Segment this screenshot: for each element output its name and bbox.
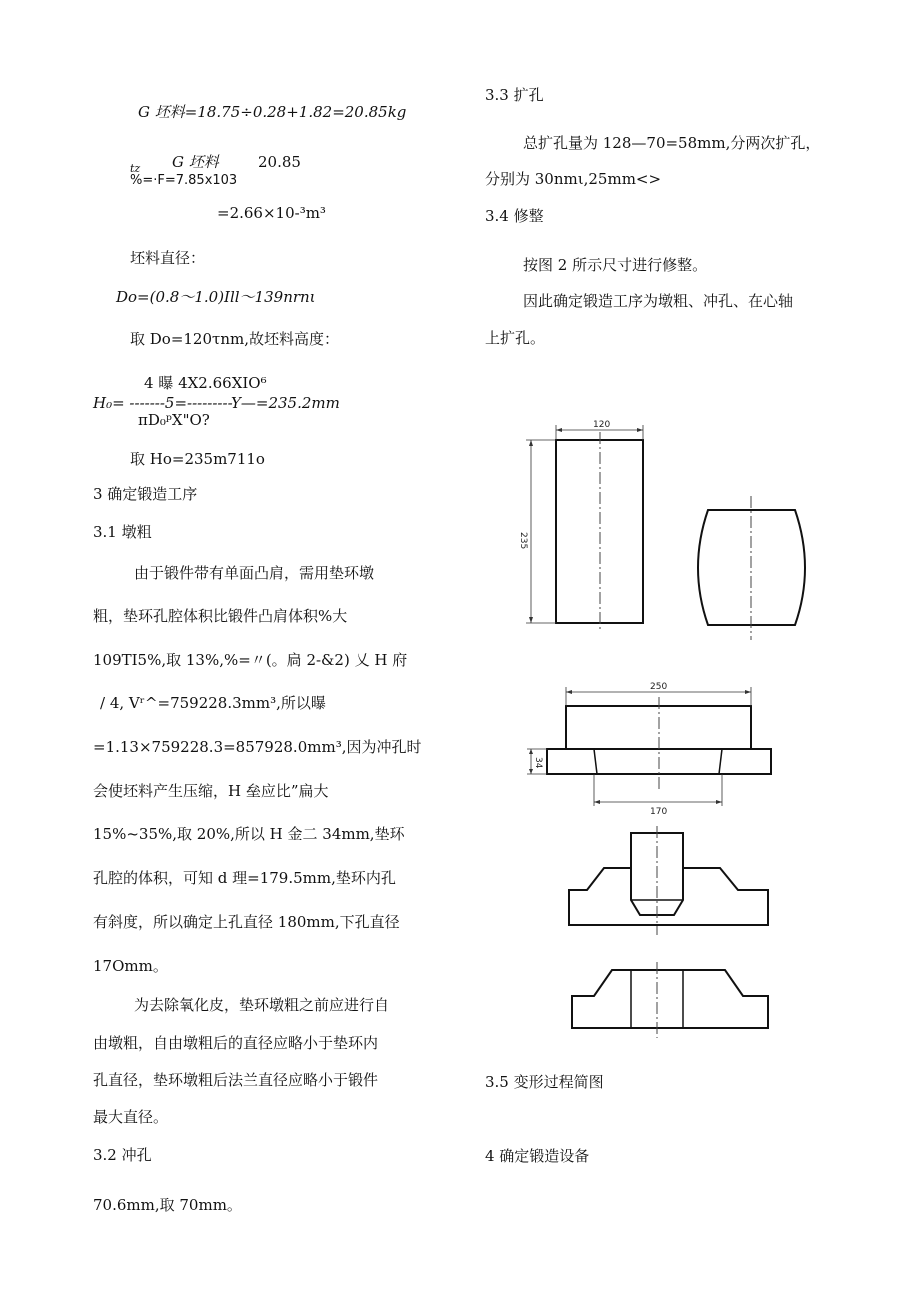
height-formula-top: 4 曝 4X2.66XIO⁶ <box>144 374 267 392</box>
para-upsetting-line-4: / 4, Vʳ^=759228.3mm³,所以曝 <box>100 694 326 712</box>
para-expanding-line-1: 总扩孔量为 128—70=58mm,分两次扩孔， <box>523 134 821 152</box>
dim-235-label: 235 <box>518 532 528 550</box>
para-scale-line-3: 孔直径，垫环墩粗后法兰直径应略小于锻件 <box>93 1071 379 1089</box>
para-upsetting-line-5: =1.13×759228.3=857928.0mm³,因为冲孔时 <box>93 738 422 756</box>
height-formula-bottom: πD₀ᵖX"O? <box>138 411 210 429</box>
dim-120-label: 120 <box>593 420 611 430</box>
para-expanding-line-2: 分别为 30nmι,25mm<> <box>485 170 662 188</box>
dim-34-label: 34 <box>533 757 543 769</box>
para-scale-line-2: 由墩粗，自由墩粗后的直径应略小于垫环内 <box>93 1034 379 1052</box>
equation-blank-weight: G 坯料=18.75÷0.28+1.82=20.85kg <box>138 103 407 121</box>
blank-diameter-label: 坯料直径： <box>130 249 206 267</box>
equation-volume-g: G 坯料 <box>172 153 219 171</box>
para-upsetting-line-1: 由于锻件带有单面凸肩，需用垫环墩 <box>134 564 375 582</box>
equation-volume-denominator: %=·F=7.85x103 <box>130 173 238 188</box>
section-3-5-heading: 3.5 变形过程简图 <box>485 1073 604 1091</box>
para-conclusion-line-1: 因此确定锻造工序为墩粗、冲孔、在心轴 <box>523 292 794 310</box>
para-scale-line-1: 为去除氧化皮，垫环墩粗之前应进行自 <box>134 996 390 1014</box>
para-upsetting-line-6: 会使坯料产生压缩，H 垒应比”扁大 <box>93 782 329 800</box>
equation-volume-tz: tz <box>130 162 141 175</box>
para-trimming: 按图 2 所示尺寸进行修整。 <box>523 256 708 274</box>
dim-250-label: 250 <box>650 682 668 692</box>
para-upsetting-line-2: 粗，垫环孔腔体积比锻件凸肩体积%大 <box>93 607 348 625</box>
para-upsetting-line-7: 15%~35%,取 20%,所以 H 金二 34mm,垫环 <box>93 825 405 843</box>
section-3-2-heading: 3.2 冲孔 <box>93 1146 152 1164</box>
take-height-text: 取 Ho=235m711o <box>130 450 265 468</box>
section-3-heading: 3 确定锻造工序 <box>93 485 198 503</box>
expanded-ring <box>572 970 768 1028</box>
dim-170-label: 170 <box>650 807 668 817</box>
section-3-4-heading: 3.4 修整 <box>485 207 544 225</box>
para-scale-line-4: 最大直径。 <box>93 1108 169 1126</box>
section-3-1-heading: 3.1 墩粗 <box>93 523 152 541</box>
equation-volume-result: =2.66×10-³m³ <box>217 204 326 222</box>
para-upsetting-line-10: 17Omm。 <box>93 957 168 975</box>
section-4-heading: 4 确定锻造设备 <box>485 1147 590 1165</box>
para-upsetting-line-9: 有斜度，所以确定上孔直径 180mm,下孔直径 <box>93 913 400 931</box>
diameter-formula: Do=(0.8～1.0)Ill～139nrnι <box>116 288 316 306</box>
take-diameter-text: 取 Do=120τnm,故坯料高度： <box>130 330 339 348</box>
height-formula-main: H₀= -------5=---------Y—=235.2mm <box>93 394 340 412</box>
punching-text: 70.6mm,取 70mm。 <box>93 1196 242 1214</box>
para-upsetting-line-8: 孔腔的体积，可知 d 理=179.5mm,垫环内孔 <box>93 869 396 887</box>
para-conclusion-line-2: 上扩孔。 <box>485 329 546 347</box>
equation-volume-numerator: 20.85 <box>258 153 301 171</box>
section-3-3-heading: 3.3 扩孔 <box>485 86 544 104</box>
para-upsetting-line-3: 109TI5%,取 13%,%=〃(。扃 2-&2) 乂 H 府 <box>93 651 408 669</box>
